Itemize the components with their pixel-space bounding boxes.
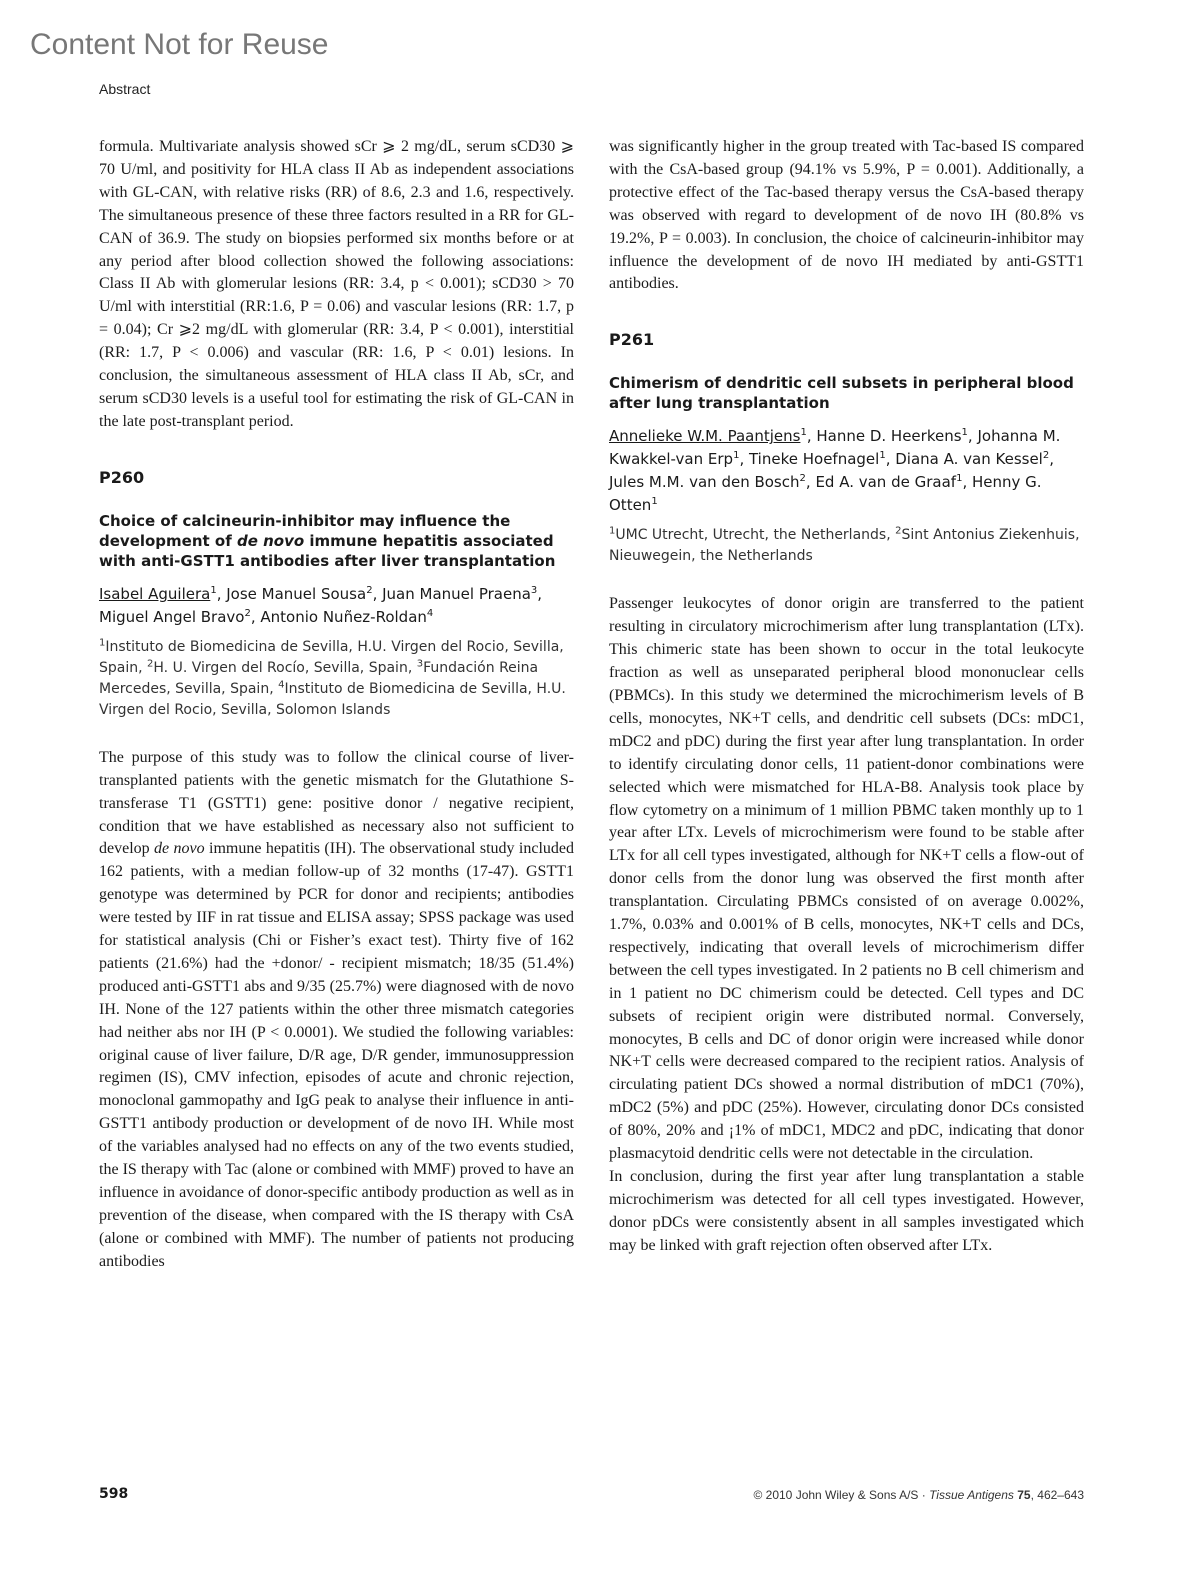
abstract-body-conclusion: In conclusion, during the first year after lung transplantation a stable microchimerism was detected for all cell types investigated. However, donor pDCs were consistently absent in all samples investigated which may be linked with graft rejection often observed after LTx. bbox=[609, 1168, 1084, 1254]
affiliation: Instituto de Biomedicina de Sevilla, H.U. Virgen del Rocio, Sevilla, Spain, bbox=[99, 638, 564, 676]
presenting-author: Annelieke W.M. Paantjens bbox=[609, 427, 801, 446]
right-column bbox=[609, 136, 1084, 1258]
abstract-title: Chimerism of dendritic cell subsets in peripheral blood after lung transplantation bbox=[609, 374, 1074, 413]
author-list: Annelieke W.M. Paantjens$^1$, Hanne D. Heerkens$^1$, Johanna M. Kwakkel-van Erp$^1$, Tineke Hoefnagel$^1$, Diana A. van Kessel$^2$, Jules M.M. van den Bosch$^2$, Ed A. van de Graaf$^1$, Henny G. Otten$^1$ bbox=[609, 427, 1061, 515]
watermark: Content Not for Reuse bbox=[30, 28, 329, 61]
affiliation: Fundación Reina Mercedes, Sevilla, Spain, bbox=[99, 659, 539, 697]
presenting-author: Isabel Aguilera bbox=[99, 584, 211, 603]
authors-rest: , Hanne D. Heerkens$^1$, Johanna M. Kwakkel-van Erp$^1$, Tineke Hoefnagel$^1$, Diana A. van Kessel$^2$, Jules M.M. van den Bosch$^2$, Ed A. van de Graaf$^1$, Henny G. Otten$^1$ bbox=[609, 427, 1061, 515]
author-list: Isabel Aguilera$^1$, Jose Manuel Sousa$^2$, Juan Manuel Praena$^3$, Miguel Angel Bravo$^2$, Antonio Nuñez-Roldan$^4$ bbox=[99, 584, 543, 626]
abstract-body: Passenger leukocytes of donor origin are transferred to the patient resulting in circulatory microchimerism after lung transplantation (LTx). This chimeric state has been shown to occur in the total leukocyte fraction as well as unseparated peripheral blood mononuclear cells (PBMCs). In this study we determined the microchimerism levels of B cells, monocytes, NK+T cells, and dendritic cell subsets (DCs: mDC1, mDC2 and pDC) during the first year after lung transplantation. In order to identify circulating donor cells, 11 patient-donor combinations were selected which were mismatched for HLA-B8. Analysis took place by flow cytometry on a minimum of 1 million PBMC taken monthly up to 1 year after LTx. Levels of microchimerism were found to be stable after LTx for all cell types investigated, although for NK+T cells a flow-out of donor cells from the donor lung was observed the first month after transplantation. Circulating PBMCs consisted of on average 0.002%, 1.7%, 0.03% and 0.001% of B cells, monocytes, NK+T cells and DCs, respectively, indicating that overall levels of microchimerism differ between the cell types investigated. In 2 patients no B cell chimerism and in 1 patient no DC chimerism could be detected. Cell types and DC subsets of recipient origin were distributed normal. Conversely, monocytes, B cells and DC of donor origin were increased while donor NK+T cells were decreased compared to the recipient ratios. Analysis of circulating patient DCs showed a normal distribution of mDC1 (70%), mDC2 (5%) and pDC (25%). However, circulating donor DCs consisted of 80%, 20% and ¡1% of mDC1, MDC2 and pDC, indicating that donor plasmacytoid dendritic cells were not detectable in the circulation. bbox=[609, 595, 1084, 1163]
continuation-text: was significantly higher in the group treated with Tac-based IS compared with the CsA-based group (94.1% vs 5.9%, P = 0.001). Additionally, a protective effect of the Tac-based therapy versus the CsA-based therapy was observed with regard to development of de novo IH (80.8% vs 19.2%, P = 0.003). In conclusion, the choice of calcineurin-inhibitor may influence the development of de novo IH mediated by anti-GSTT1 antibodies. bbox=[609, 138, 1084, 293]
author-name: Juan Manuel Praena bbox=[382, 584, 531, 603]
author-name: Diana A. van Kessel bbox=[895, 450, 1043, 469]
abstract-code: P260 bbox=[99, 467, 145, 487]
affiliation: Instituto de Biomedicina de Sevilla, H.U. Virgen del Rocio, Sevilla, Solomon Islands bbox=[99, 680, 566, 718]
author-name: Hanne D. Heerkens bbox=[816, 427, 962, 446]
abstract-title: Choice of calcineurin-inhibitor may influence the development of de novo immune hepatitis associated with anti-GSTT1 antibodies after liver transplantation bbox=[99, 511, 556, 570]
author-name: Tineke Hoefnagel bbox=[748, 450, 880, 469]
affiliations: $^1$UMC Utrecht, Utrecht, the Netherlands, $^2$Sint Antonius Ziekenhuis, Nieuwegein, the Netherlands bbox=[609, 525, 1080, 565]
author-name: Miguel Angel Bravo bbox=[99, 607, 245, 626]
author-name: Jules M.M. van den Bosch bbox=[609, 473, 800, 492]
left-column bbox=[99, 136, 574, 1274]
section-label: Abstract bbox=[99, 81, 151, 97]
author-name: Johanna M. Kwakkel-van Erp bbox=[609, 427, 1061, 469]
page-number: 598 bbox=[99, 1486, 129, 1502]
affiliations: $^1$Instituto de Biomedicina de Sevilla, H.U. Virgen del Rocio, Sevilla, Spain, $^2$H. U. Virgen del Rocío, Sevilla, Spain, $^3$Fundación Reina Mercedes, Sevilla, Spain, $^4$Instituto de Biomedicina de Sevilla, H.U. Virgen del Rocio, Sevilla, Solomon Islands bbox=[99, 637, 566, 718]
affiliation: H. U. Virgen del Rocío, Sevilla, Spain, bbox=[153, 659, 417, 676]
author-name: Ed A. van de Graaf bbox=[815, 473, 957, 492]
affiliation: UMC Utrecht, Utrecht, the Netherlands, bbox=[615, 527, 896, 544]
continuation-text: formula. Multivariate analysis showed sCr ⩾ 2 mg/dL, serum sCD30 ⩾ 70 U/ml, and positivity for HLA class II Ab as independent associations with GL-CAN, with relative risks (RR) of 8.6, 2.3 and 1.6, respectively. The simultaneous presence of these three factors resulted in a RR for GL-CAN of 36.9. The study on biopsies performed six months before or at any period after blood collection showed the following associations: Class II Ab with glomerular lesions (RR: 3.4, p < 0.001); sCD30 > 70 U/ml with interstitial (RR:1.6, P = 0.06) and vascular lesions (RR: 1.7, p = 0.04); Cr ⩾2 mg/dL with glomerular (RR: 3.4, P < 0.001), interstitial (RR: 1.7, P < 0.006) and vascular (RR: 1.6, P < 0.01) lesions. In conclusion, the simultaneous assessment of HLA class II Ab, sCr, and serum sCD30 levels is a useful tool for estimating the risk of GL-CAN in the late post-transplant period. bbox=[99, 138, 574, 430]
copyright-line: © 2010 John Wiley & Sons A/S · Tissue Antigens 75, 462–643 bbox=[753, 1488, 1084, 1502]
abstract-code: P261 bbox=[609, 330, 655, 350]
author-name: Henny G. Otten bbox=[609, 473, 1042, 515]
affiliation: Sint Antonius Ziekenhuis, Nieuwegein, the Netherlands bbox=[609, 527, 1080, 565]
author-name: Antonio Nuñez-Roldan bbox=[260, 607, 427, 626]
authors-rest: , Jose Manuel Sousa$^2$, Juan Manuel Praena$^3$, Miguel Angel Bravo$^2$, Antonio Nuñez-Roldan$^4$ bbox=[99, 584, 543, 626]
abstract-body: The purpose of this study was to follow the clinical course of liver-transplanted patients with the genetic mismatch for the Glutathione S-transferase T1 (GSTT1) gene: positive donor / negative recipient, condition that we have established as necessary also not sufficient to develop de novo immune hepatitis (IH). The observational study included 162 patients, with a median follow-up of 32 months (17-47). GSTT1 genotype was determined by PCR for donor and recipients; antibodies were tested by IIF in rat tissue and ELISA assay; SPSS package was used for statistical analysis (Chi or Fisher’s exact test). Thirty five of 162 patients (21.6%) had the +donor/ - recipient mismatch; 18/35 (51.4%) produced anti-GSTT1 abs and 9/35 (25.7%) were diagnosed with de novo IH. None of the 127 patients within the other three mismatch categories had neither abs nor IH (P < 0.0001). We studied the following variables: original cause of liver failure, D/R age, D/R gender, immunosuppression regimen (IS), CMV infection, episodes of acute and chronic rejection, monoclonal gammopathy and IgG peak to analyse their influence in anti-GSTT1 antibody production or development of de novo IH. While most of the variables analysed had no effects on any of the two events studied, the IS therapy with Tac (alone or combined with MMF) proved to have an influence in avoidance of donor-specific antibody production as well as in prevention of the disease, when compared with the IS therapy with CsA (alone or combined with MMF). The number of patients not producing antibodies bbox=[99, 748, 575, 1270]
author-name: Jose Manuel Sousa bbox=[226, 584, 367, 603]
